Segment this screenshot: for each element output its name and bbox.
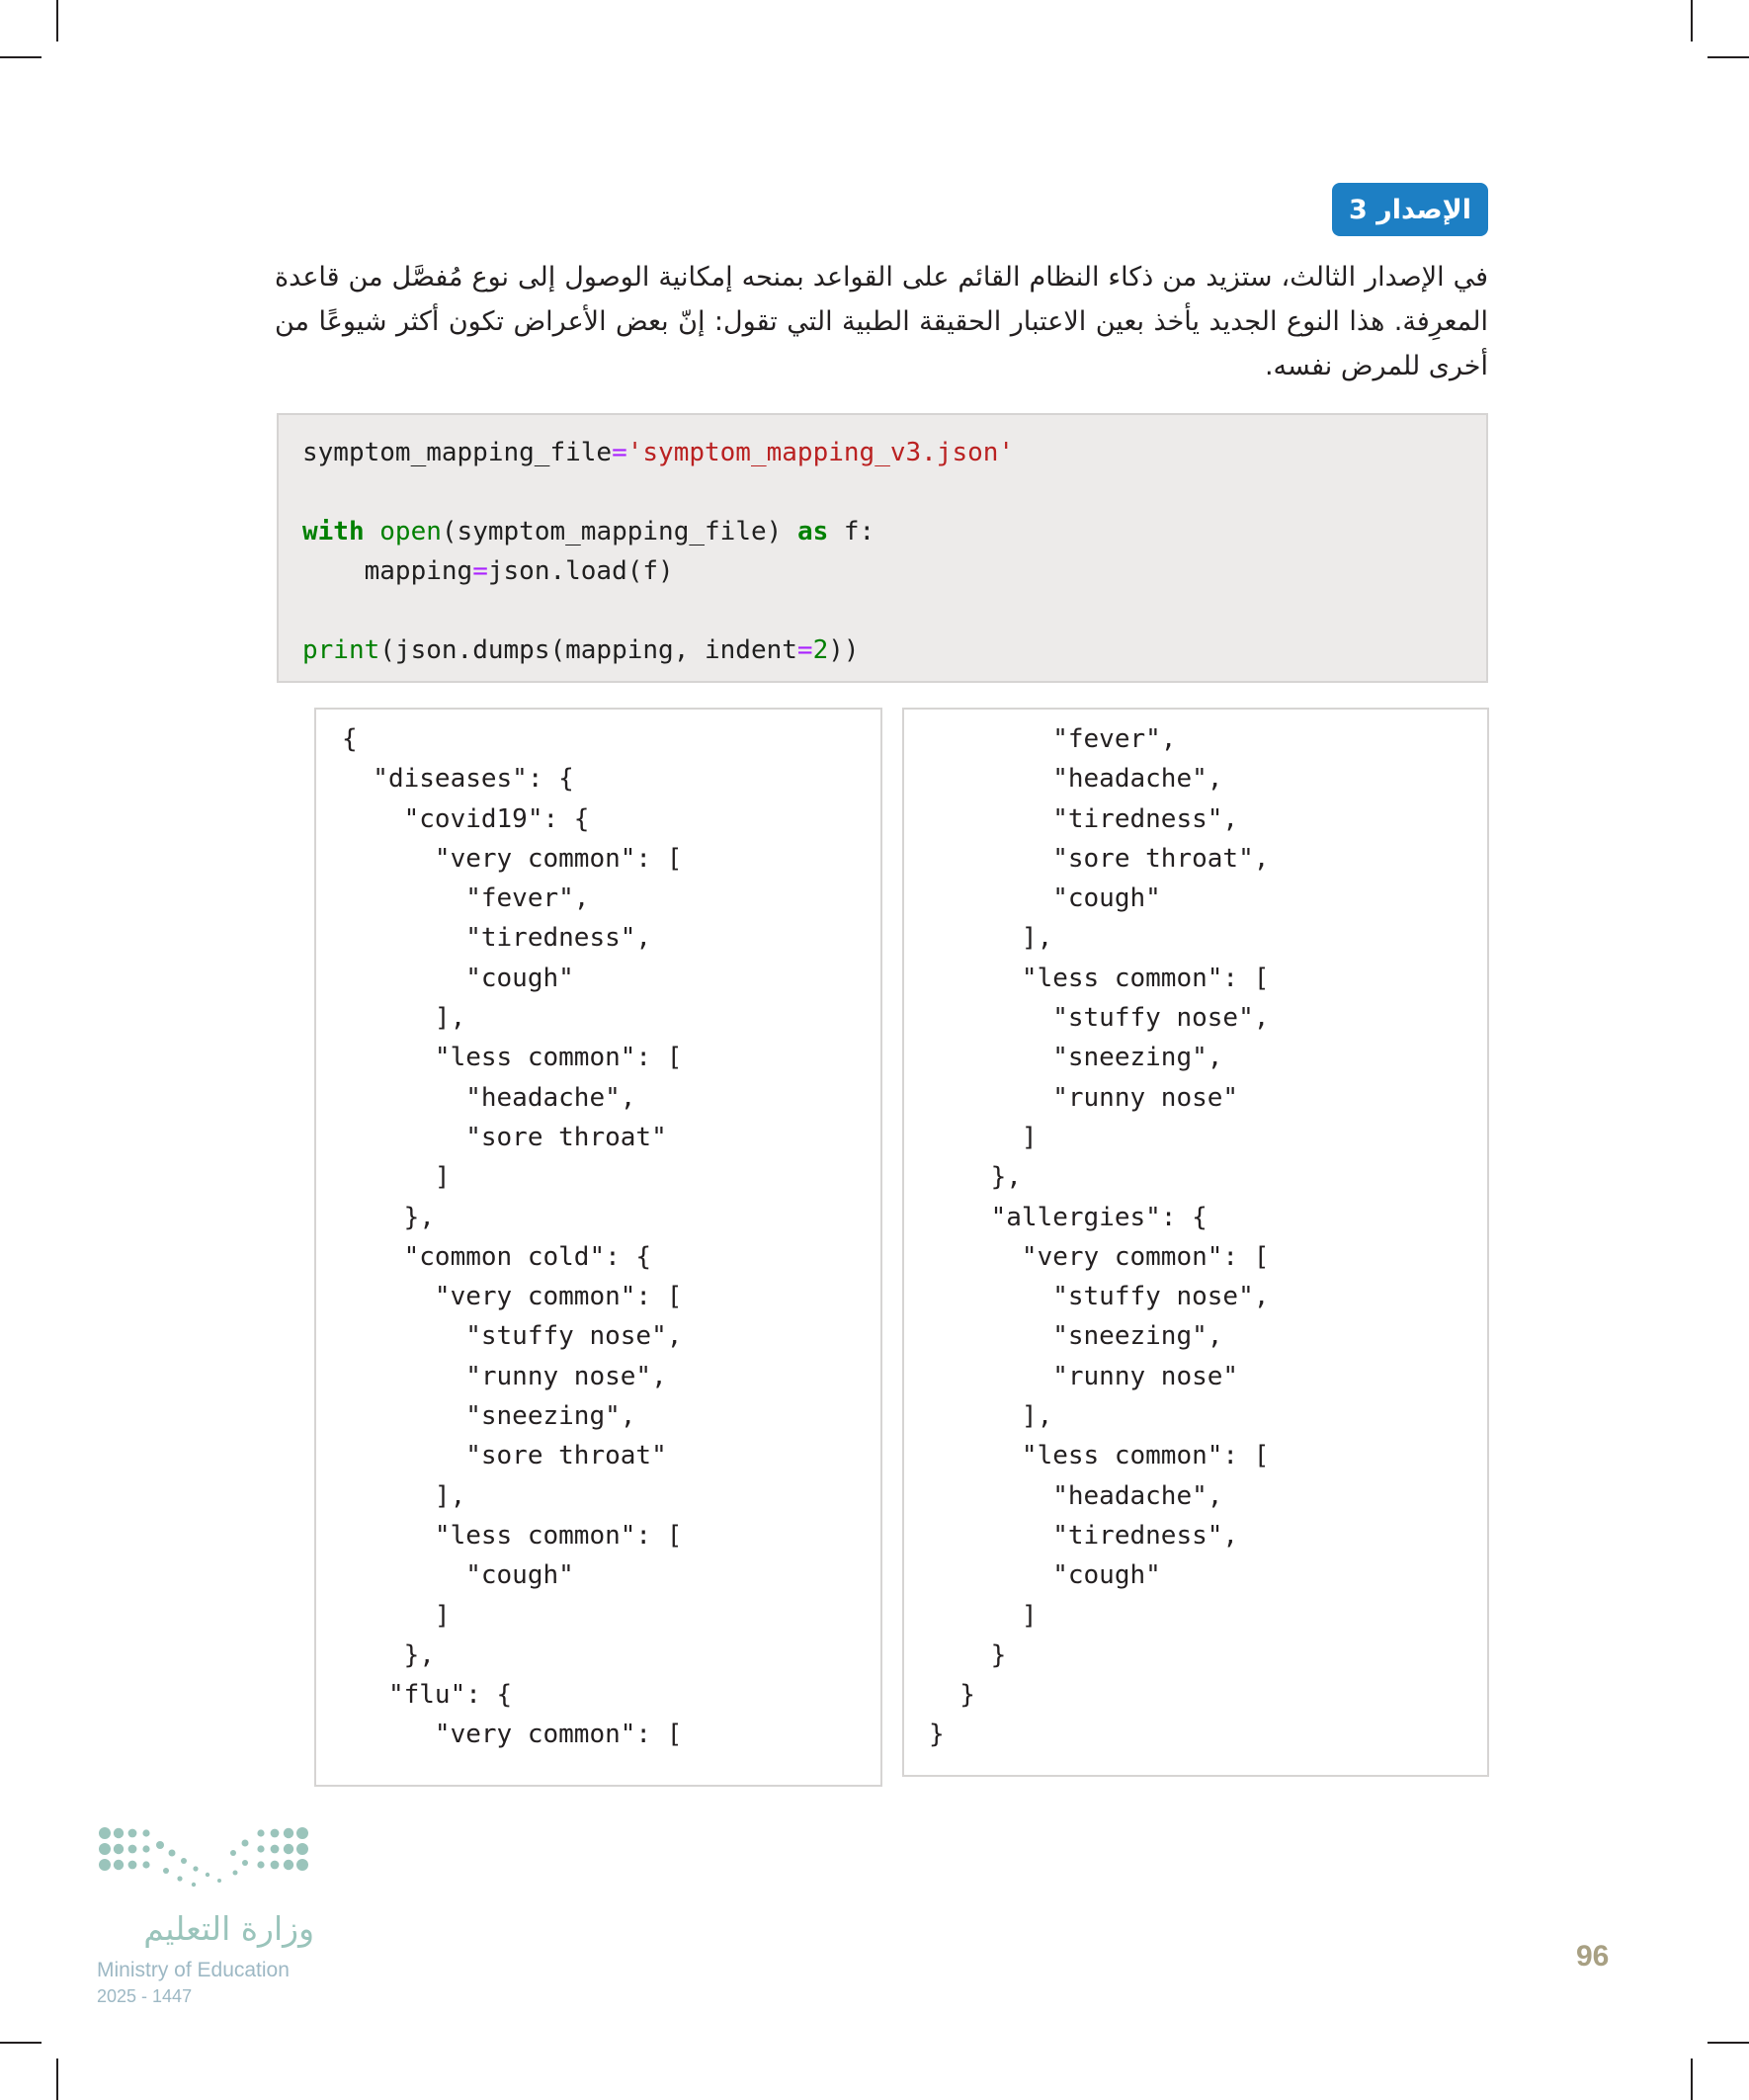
output-text-right [929,719,1487,1755]
output-line: "sore throat" [342,1122,667,1152]
output-text-left [342,719,880,1755]
code-token: = [472,556,488,586]
output-line: ] [342,1162,451,1193]
section-badge [1332,183,1488,236]
code-token: )) [828,635,860,665]
ministry-logo-icon [97,1823,310,1902]
output-line: ], [342,1003,466,1034]
output-line: "common cold": { [342,1241,652,1272]
output-line: ], [929,1401,1053,1432]
output-line: "very common": [ [342,1720,683,1750]
code-token: 2 [812,635,829,665]
code-token: (json.dumps(mapping, indent [379,635,797,665]
output-line: "headache", [929,764,1223,795]
code-token: open [379,517,442,546]
output-line: "sore throat" [342,1441,667,1471]
output-line: "very common": [ [929,1241,1270,1272]
output-panel-right [902,708,1489,1777]
output-line: "sneezing", [929,1321,1223,1352]
output-line: "flu": { [342,1680,513,1711]
output-line: "fever", [929,724,1177,754]
output-line: "stuffy nose", [342,1321,683,1352]
crop-mark [56,2058,58,2100]
output-line: "stuffy nose", [929,1003,1270,1034]
output-line: "very common": [ [342,1282,683,1312]
output-line: } [929,1639,1007,1670]
section-badge-label: الإصدار 3 [1348,194,1472,225]
crop-mark [1691,0,1693,42]
output-line: "diseases": { [342,764,574,795]
output-line: "less common": [ [929,963,1270,993]
code-token: mapping [364,556,473,586]
code-block [302,433,1486,670]
crop-mark [0,2042,42,2044]
output-line: "cough" [342,963,574,993]
output-line: { [342,724,358,754]
output-line: "fever", [342,883,590,914]
output-line: "stuffy nose", [929,1282,1270,1312]
output-line: } [929,1720,945,1750]
crop-mark [0,56,42,58]
output-line: } [929,1680,975,1711]
code-token: symptom_mapping_file [302,438,613,467]
ministry-year: 2025 - 1447 [97,1986,193,2006]
intro-paragraph: في الإصدار الثالث، ستزيد من ذكاء النظام القائم على القواعد بمنحه إمكانية الوصول إلى نوع مُفصَّل من قاعدة المعرِفة. هذا النوع الجديد يأخذ بعين الاعتبار الحقيقة الطبية التي تقول: إنّ بعض الأعراض تكون أكثر شيوعًا من أخرى للمرض نفسه. [275,262,1488,381]
crop-mark [1691,2058,1693,2100]
output-line: "tiredness", [929,1520,1239,1551]
code-token: 'symptom_mapping_v3.json' [626,438,1015,467]
output-line: "cough" [929,883,1161,914]
output-line: "less common": [ [342,1043,683,1073]
output-line: "less common": [ [342,1520,683,1551]
output-line: "sneezing", [929,1043,1223,1073]
output-line: "tiredness", [929,803,1239,834]
code-token: f: [828,517,875,546]
output-line: "runny nose", [342,1361,667,1391]
code-token [302,556,365,586]
output-line: ], [342,1480,466,1511]
output-line: "allergies": { [929,1202,1208,1232]
output-line: "cough" [342,1560,574,1591]
output-line: ] [929,1600,1038,1631]
code-token: = [612,438,627,467]
code-token: as [796,517,829,546]
output-line: ], [929,923,1053,954]
output-line: "cough" [929,1560,1161,1591]
crop-mark [1707,2042,1749,2044]
output-line: "very common": [ [342,843,683,874]
output-line: ] [342,1600,451,1631]
output-line: "headache", [929,1480,1223,1511]
ministry-name-english: Ministry of Education [97,1959,290,1981]
code-cell [277,413,1488,683]
output-line: "less common": [ [929,1441,1270,1471]
output-line: "runny nose" [929,1082,1239,1113]
code-token: json.load(f) [487,556,674,586]
output-line: "covid19": { [342,803,590,834]
output-line: "runny nose" [929,1361,1239,1391]
output-line: "tiredness", [342,923,652,954]
output-line: "sore throat", [929,843,1270,874]
code-token: = [796,635,813,665]
page-number: 96 [1576,1940,1610,1973]
crop-mark [56,0,58,42]
output-line: ] [929,1122,1038,1152]
ministry-name-arabic: وزارة التعليم [143,1909,314,1948]
output-line: }, [342,1202,435,1232]
output-line: }, [342,1639,435,1670]
code-token: with [302,517,365,546]
output-line: }, [929,1162,1022,1193]
code-token: (symptom_mapping_file) [441,517,797,546]
code-token: print [302,635,380,665]
output-line: "headache", [342,1082,636,1113]
output-panel-left [314,708,882,1787]
crop-mark [1707,56,1749,58]
output-line: "sneezing", [342,1401,636,1432]
